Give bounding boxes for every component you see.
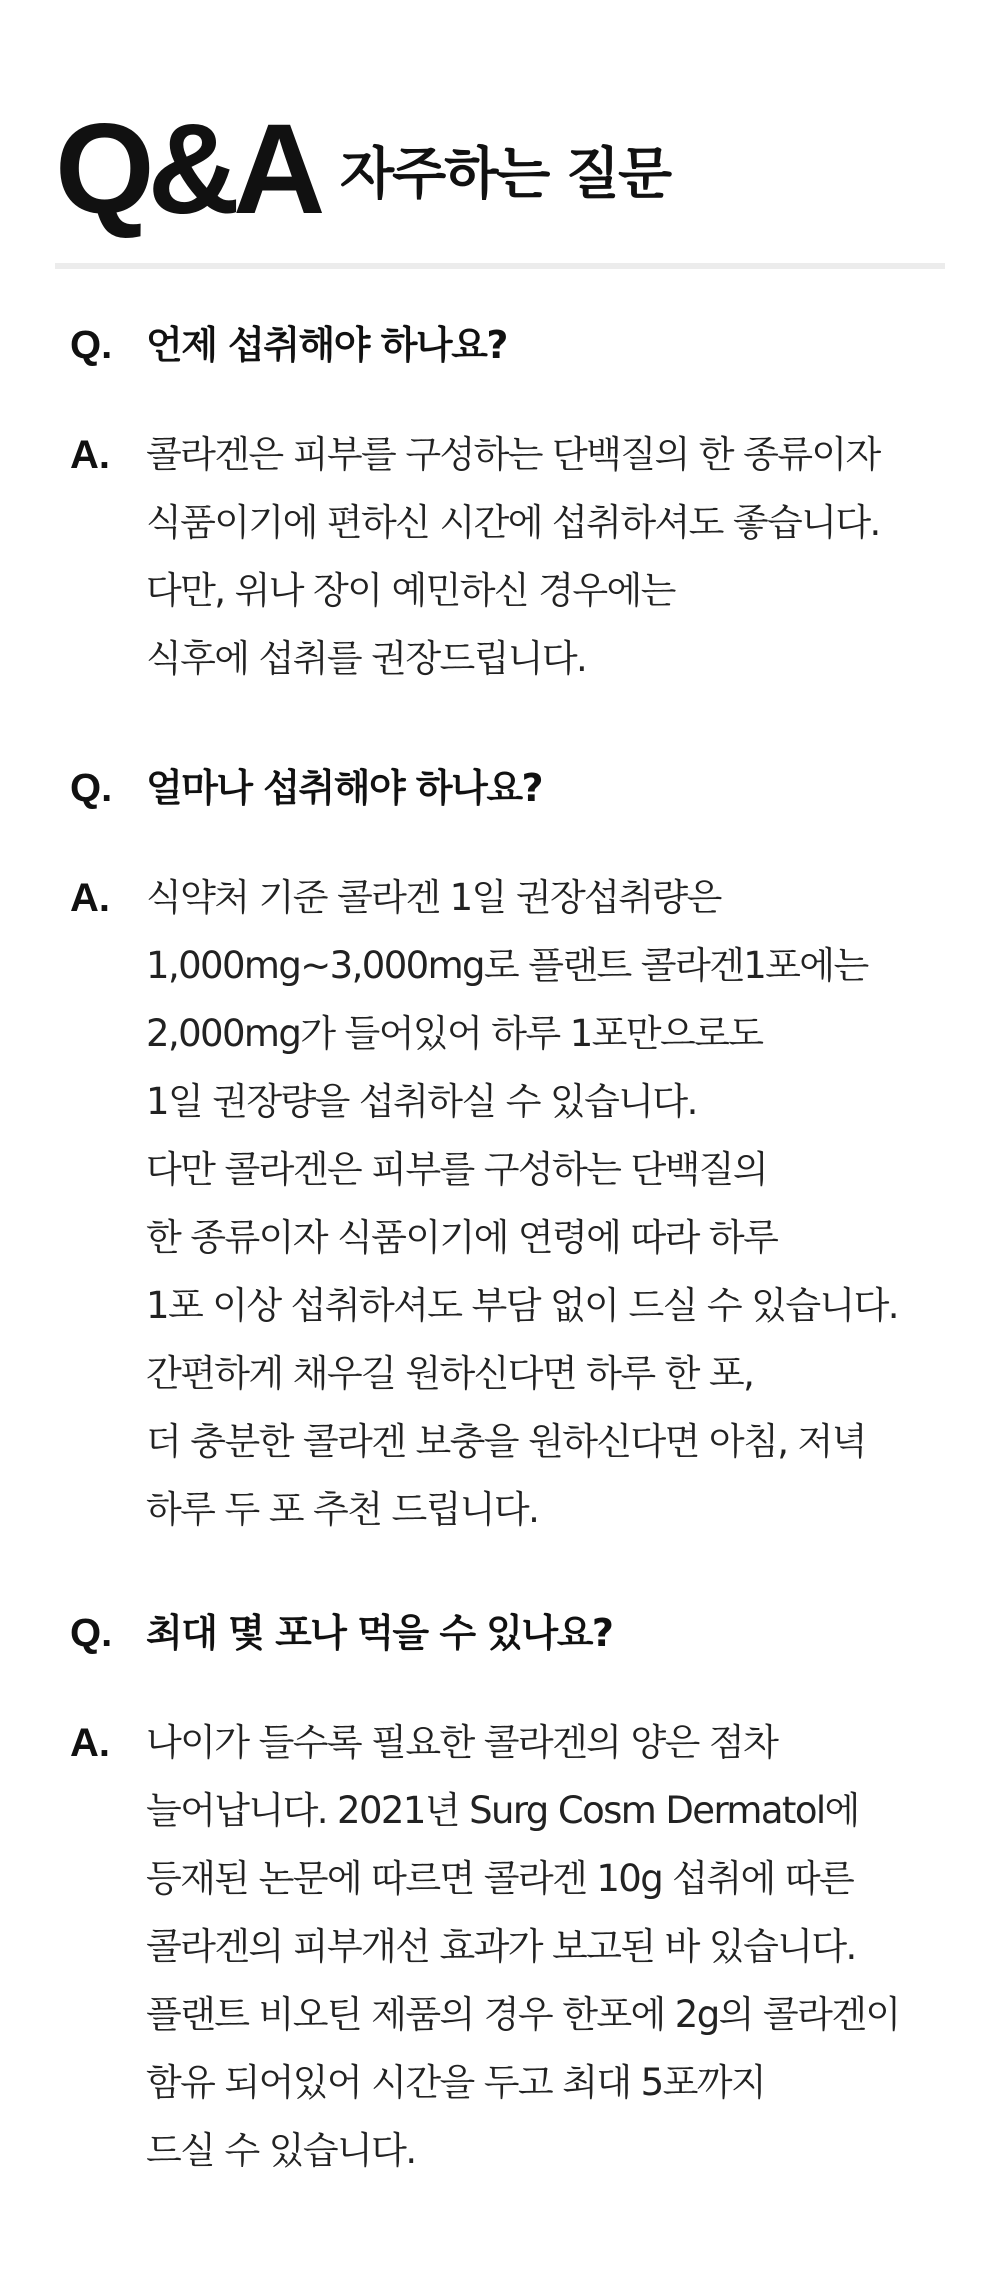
answer-line: 나이가 들수록 필요한 콜라겐의 양은 점차 (146, 1721, 778, 1764)
faq-item (70, 1603, 950, 2185)
answer-line: 드실 수 있습니다. (146, 2129, 416, 2172)
question-text: 최대 몇 포나 먹을 수 있나요? (146, 1611, 613, 1655)
answer-text (146, 421, 950, 693)
question-text: 얼마나 섭취해야 하나요? (146, 766, 543, 810)
answer-line: 플랜트 비오틴 제품의 경우 한포에 2g의 콜라겐이 (146, 1993, 900, 2036)
answer-line: 함유 되어있어 시간을 두고 최대 5포까지 (146, 2061, 766, 2104)
page-title: 자주하는 질문 (340, 142, 671, 207)
answer-line: 다만 콜라겐은 피부를 구성하는 단백질의 (146, 1148, 768, 1191)
answer-text (146, 864, 950, 1544)
answer-block (70, 864, 950, 1544)
answer-line: 늘어납니다. 2021년 Surg Cosm Dermatol에 (146, 1789, 859, 1832)
question-row (70, 1603, 950, 1663)
question-marker: Q. (70, 766, 113, 810)
answer-marker: A. (70, 1721, 110, 1765)
answer-line: 하루 두 포 추천 드립니다. (146, 1488, 539, 1531)
answer-marker: A. (70, 876, 110, 920)
question-marker: Q. (70, 1611, 113, 1655)
answer-line: 간편하게 채우길 원하신다면 하루 한 포, (146, 1352, 754, 1395)
answer-block (70, 421, 950, 693)
answer-line: 한 종류이자 식품이기에 연령에 따라 하루 (146, 1216, 778, 1259)
answer-line: 식후에 섭취를 권장드립니다. (146, 637, 587, 680)
answer-line: 2,000mg가 들어있어 하루 1포만으로도 (146, 1012, 763, 1055)
faq-item (70, 758, 950, 1544)
answer-line: 콜라겐의 피부개선 효과가 보고된 바 있습니다. (146, 1925, 856, 1968)
answer-line: 1,000mg~3,000mg로 플랜트 콜라겐1포에는 (146, 944, 868, 987)
answer-line: 다만, 위나 장이 예민하신 경우에는 (146, 569, 675, 612)
answer-line: 더 충분한 콜라겐 보충을 원하신다면 아침, 저녁 (146, 1420, 866, 1463)
question-row (70, 315, 950, 375)
answer-line: 1일 권장량을 섭취하실 수 있습니다. (146, 1080, 697, 1123)
question-text: 언제 섭취해야 하나요? (146, 323, 507, 367)
answer-line: 1포 이상 섭취하셔도 부담 없이 드실 수 있습니다. (146, 1284, 898, 1327)
answer-block (70, 1709, 950, 2185)
page-header (55, 98, 945, 241)
question-row (70, 758, 950, 818)
answer-text (146, 1709, 950, 2185)
answer-marker: A. (70, 433, 110, 477)
answer-line: 등재된 논문에 따르면 콜라겐 10g 섭취에 따른 (146, 1857, 854, 1900)
question-marker: Q. (70, 323, 113, 367)
header-divider (55, 263, 945, 269)
faq-item (70, 315, 950, 693)
qa-logo: Q&A (55, 98, 319, 241)
answer-line: 콜라겐은 피부를 구성하는 단백질의 한 종류이자 (146, 433, 880, 476)
answer-line: 식약처 기준 콜라겐 1일 권장섭취량은 (146, 876, 721, 919)
answer-line: 식품이기에 편하신 시간에 섭취하셔도 좋습니다. (146, 501, 880, 544)
